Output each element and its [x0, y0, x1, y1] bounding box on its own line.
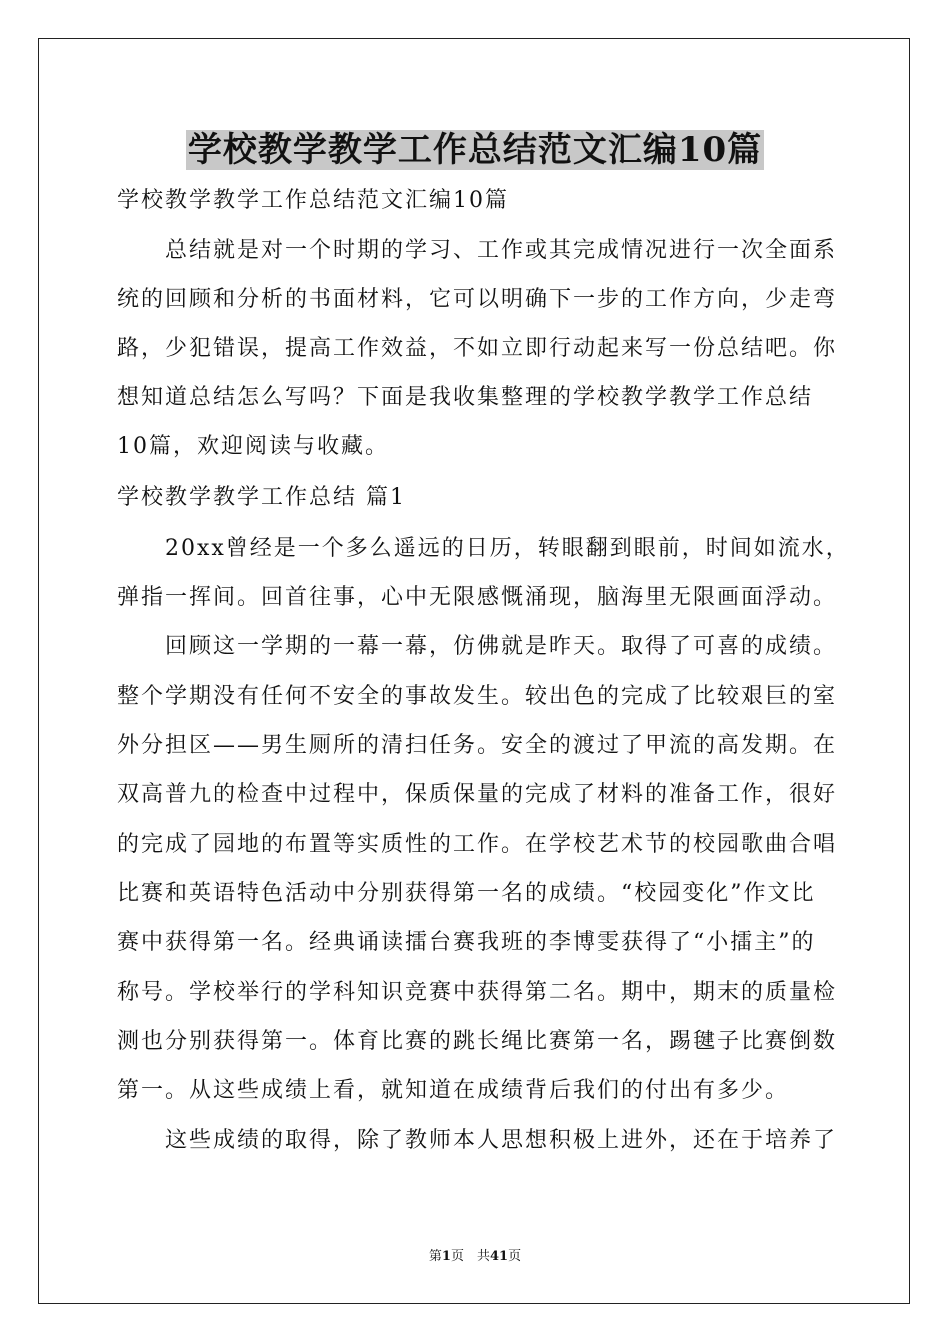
page-border: [38, 38, 910, 1304]
body-line: 的完成了园地的布置等实质性的工作。在学校艺术节的校园歌曲合唱: [117, 832, 838, 857]
body-line: 这些成绩的取得，除了教师本人思想积极上进外，还在于培养了: [117, 1128, 838, 1153]
body-line: 赛中获得第一名。经典诵读擂台赛我班的李博雯获得了“小擂主”的: [117, 930, 816, 955]
body-line: 弹指一挥间。回首往事，心中无限感慨涌现，脑海里无限画面浮动。: [117, 585, 838, 610]
body-line: 20xx曾经是一个多么遥远的日历，转眼翻到眼前，时间如流水，: [117, 536, 850, 561]
body-line: 双高普九的检查中过程中，保质保量的完成了材料的准备工作，很好: [117, 782, 838, 807]
body-line: 第一。从这些成绩上看，就知道在成绩背后我们的付出有多少。: [117, 1078, 790, 1103]
body-line: 整个学期没有任何不安全的事故发生。较出色的完成了比较艰巨的室: [117, 684, 838, 709]
body-line: 学校教学教学工作总结 篇1: [117, 485, 406, 510]
footer-total-suffix: 页: [508, 1249, 522, 1264]
body-line: 学校教学教学工作总结范文汇编10篇: [117, 188, 509, 213]
body-line: 测也分别获得第一。体育比赛的跳长绳比赛第一名，踢毽子比赛倒数: [117, 1029, 838, 1054]
document-title-text: 学校教学教学工作总结范文汇编10篇: [187, 130, 763, 170]
document-title: [0, 128, 950, 172]
page-footer: [0, 1248, 950, 1266]
body-line: 外分担区——男生厕所的清扫任务。安全的渡过了甲流的高发期。在: [117, 733, 838, 758]
body-line: 称号。学校举行的学科知识竞赛中获得第二名。期中，期末的质量检: [117, 980, 838, 1005]
body-line: 总结就是对一个时期的学习、工作或其完成情况进行一次全面系: [117, 238, 838, 263]
footer-page-suffix: 页 共: [450, 1249, 490, 1264]
body-line: 10篇，欢迎阅读与收藏。: [117, 434, 389, 459]
footer-page-number: 1: [441, 1249, 451, 1264]
body-line: 路，少犯错误，提高工作效益，不如立即行动起来写一份总结吧。你: [117, 336, 838, 361]
body-line: 比赛和英语特色活动中分别获得第一名的成绩。“校园变化”作文比: [117, 881, 816, 906]
body-line: 统的回顾和分析的书面材料，它可以明确下一步的工作方向，少走弯: [117, 287, 838, 312]
footer-total-pages: 41: [489, 1249, 509, 1264]
footer-page-prefix: 第: [428, 1249, 442, 1264]
body-line: 想知道总结怎么写吗？下面是我收集整理的学校教学教学工作总结: [117, 385, 814, 410]
body-line: 回顾这一学期的一幕一幕，仿佛就是昨天。取得了可喜的成绩。: [117, 634, 838, 659]
